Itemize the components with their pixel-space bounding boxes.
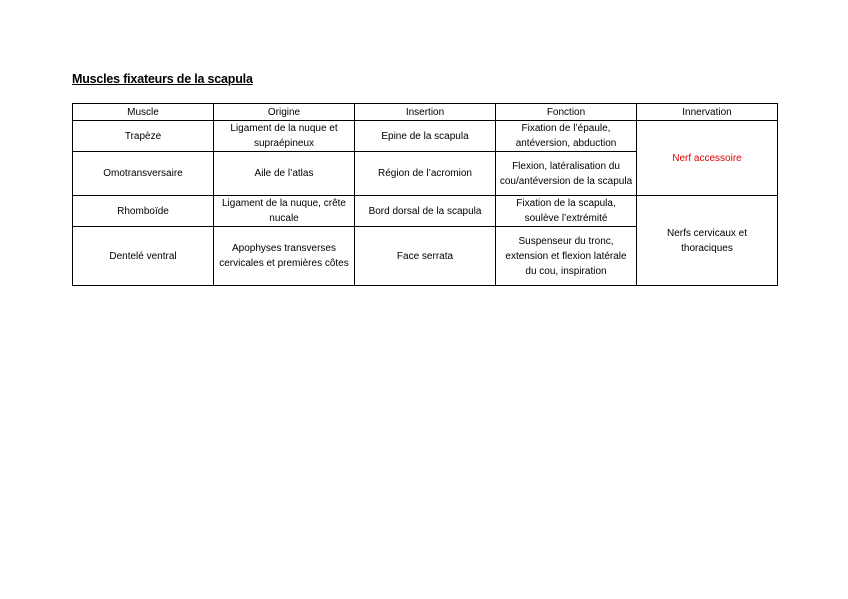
cell-origine: Ligament de la nuque et supraépineux xyxy=(214,121,355,152)
cell-innervation-group-1: Nerf accessoire xyxy=(637,121,778,196)
cell-origine: Apophyses transverses cervicales et premières côtes xyxy=(214,227,355,286)
cell-muscle: Trapèze xyxy=(73,121,214,152)
cell-insertion: Région de l’acromion xyxy=(355,152,496,196)
cell-muscle: Rhomboïde xyxy=(73,196,214,227)
muscle-table xyxy=(72,103,778,286)
cell-fonction: Fixation de la scapula, soulève l’extrémité xyxy=(496,196,637,227)
header-origine: Origine xyxy=(214,104,355,121)
cell-fonction: Flexion, latéralisation du cou/antéversion de la scapula xyxy=(496,152,637,196)
header-innervation: Innervation xyxy=(637,104,778,121)
cell-origine: Aile de l’atlas xyxy=(214,152,355,196)
cell-origine: Ligament de la nuque, crête nucale xyxy=(214,196,355,227)
cell-insertion: Bord dorsal de la scapula xyxy=(355,196,496,227)
cell-insertion: Epine de la scapula xyxy=(355,121,496,152)
cell-muscle: Dentelé ventral xyxy=(73,227,214,286)
page-title: Muscles fixateurs de la scapula xyxy=(72,72,253,86)
table-row xyxy=(73,121,778,152)
header-insertion: Insertion xyxy=(355,104,496,121)
cell-fonction: Fixation de l’épaule, antéversion, abduction xyxy=(496,121,637,152)
header-muscle: Muscle xyxy=(73,104,214,121)
table-header-row xyxy=(73,104,778,121)
cell-innervation-group-2: Nerfs cervicaux et thoraciques xyxy=(637,196,778,286)
cell-fonction: Suspenseur du tronc, extension et flexion latérale du cou, inspiration xyxy=(496,227,637,286)
header-fonction: Fonction xyxy=(496,104,637,121)
table-row xyxy=(73,196,778,227)
cell-insertion: Face serrata xyxy=(355,227,496,286)
cell-muscle: Omotransversaire xyxy=(73,152,214,196)
